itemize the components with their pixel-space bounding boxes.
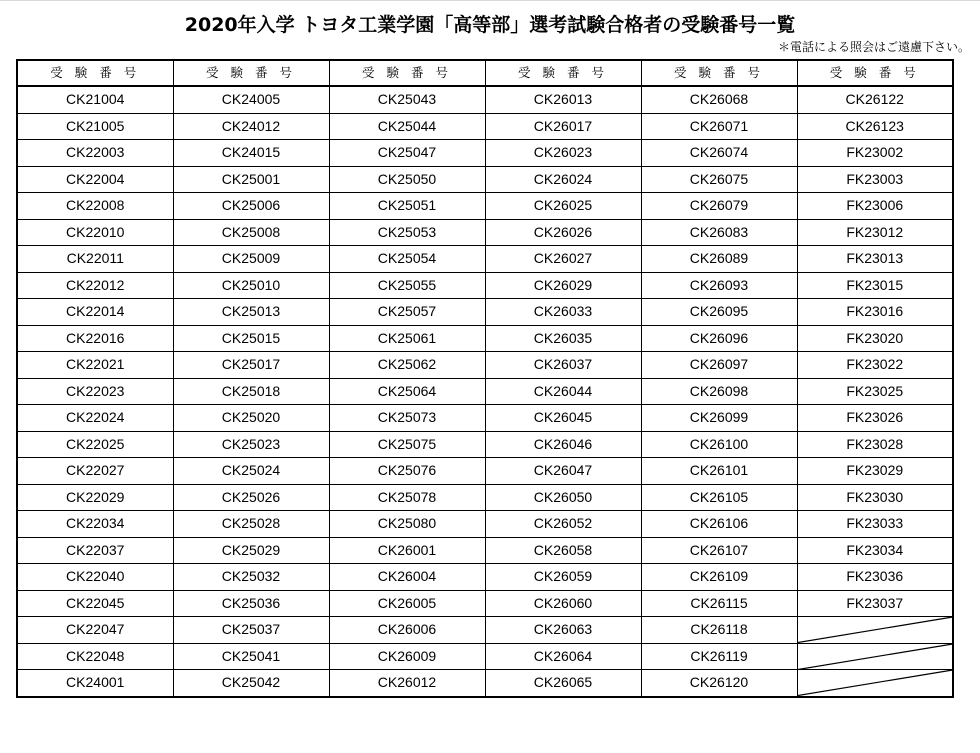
- exam-number-cell: CK26089: [641, 246, 797, 273]
- exam-number-cell: FK23020: [797, 325, 953, 352]
- column-header: 受 験 番 号: [17, 60, 173, 86]
- empty-cell-slash: [797, 643, 953, 670]
- column-header: 受 験 番 号: [797, 60, 953, 86]
- exam-number-cell: CK25061: [329, 325, 485, 352]
- exam-number-cell: CK25078: [329, 484, 485, 511]
- exam-number-cell: CK26025: [485, 193, 641, 220]
- table-row: [17, 405, 953, 432]
- exam-number-cell: CK25024: [173, 458, 329, 485]
- exam-number-cell: CK21005: [17, 113, 173, 140]
- exam-number-cell: CK25055: [329, 272, 485, 299]
- table-row: [17, 166, 953, 193]
- exam-number-cell: CK25029: [173, 537, 329, 564]
- exam-number-cell: FK23012: [797, 219, 953, 246]
- exam-number-cell: CK25047: [329, 140, 485, 167]
- empty-cell-slash: [797, 670, 953, 697]
- exam-number-cell: CK25006: [173, 193, 329, 220]
- exam-number-cell: CK25050: [329, 166, 485, 193]
- exam-number-cell: CK26035: [485, 325, 641, 352]
- exam-number-cell: CK26027: [485, 246, 641, 273]
- exam-number-cell: FK23036: [797, 564, 953, 591]
- table-row: [17, 299, 953, 326]
- exam-number-cell: CK25053: [329, 219, 485, 246]
- exam-number-cell: CK25076: [329, 458, 485, 485]
- exam-number-cell: CK26071: [641, 113, 797, 140]
- table-row: [17, 617, 953, 644]
- table-row: [17, 86, 953, 113]
- exam-number-cell: CK26093: [641, 272, 797, 299]
- exam-number-cell: FK23037: [797, 590, 953, 617]
- exam-number-cell: CK25044: [329, 113, 485, 140]
- exam-number-cell: CK26052: [485, 511, 641, 538]
- exam-number-cell: FK23033: [797, 511, 953, 538]
- exam-number-cell: CK26083: [641, 219, 797, 246]
- table-row: [17, 537, 953, 564]
- exam-number-cell: CK26101: [641, 458, 797, 485]
- table-row: [17, 378, 953, 405]
- exam-number-cell: FK23002: [797, 140, 953, 167]
- exam-number-cell: CK25020: [173, 405, 329, 432]
- exam-number-cell: FK23029: [797, 458, 953, 485]
- top-border-line: [0, 0, 980, 1]
- exam-number-cell: CK24001: [17, 670, 173, 697]
- table-row: [17, 564, 953, 591]
- exam-number-cell: CK26122: [797, 86, 953, 113]
- exam-number-cell: CK22027: [17, 458, 173, 485]
- exam-number-cell: CK22024: [17, 405, 173, 432]
- exam-number-cell: FK23022: [797, 352, 953, 379]
- exam-number-cell: CK26006: [329, 617, 485, 644]
- exam-number-cell: CK25001: [173, 166, 329, 193]
- exam-number-cell: CK26079: [641, 193, 797, 220]
- exam-number-cell: CK26106: [641, 511, 797, 538]
- exam-number-cell: CK26037: [485, 352, 641, 379]
- table-row: [17, 193, 953, 220]
- table-row: [17, 272, 953, 299]
- exam-number-cell: CK26118: [641, 617, 797, 644]
- exam-number-cell: CK25054: [329, 246, 485, 273]
- exam-number-cell: CK26119: [641, 643, 797, 670]
- exam-number-cell: FK23006: [797, 193, 953, 220]
- exam-number-cell: CK26024: [485, 166, 641, 193]
- exam-number-cell: FK23015: [797, 272, 953, 299]
- exam-number-cell: CK25023: [173, 431, 329, 458]
- exam-number-cell: CK26058: [485, 537, 641, 564]
- column-header: 受 験 番 号: [641, 60, 797, 86]
- exam-number-cell: CK25051: [329, 193, 485, 220]
- exam-number-cell: CK26107: [641, 537, 797, 564]
- exam-number-cell: CK22034: [17, 511, 173, 538]
- exam-number-cell: CK25043: [329, 86, 485, 113]
- exam-number-cell: CK25026: [173, 484, 329, 511]
- exam-number-cell: CK25008: [173, 219, 329, 246]
- diagonal-line: [798, 644, 953, 670]
- exam-number-cell: CK24005: [173, 86, 329, 113]
- exam-number-cell: CK22047: [17, 617, 173, 644]
- exam-number-cell: CK26065: [485, 670, 641, 697]
- exam-number-cell: CK26096: [641, 325, 797, 352]
- exam-number-cell: CK25057: [329, 299, 485, 326]
- table-row: [17, 219, 953, 246]
- exam-number-cell: CK26075: [641, 166, 797, 193]
- empty-cell-slash: [797, 617, 953, 644]
- exam-number-cell: CK26013: [485, 86, 641, 113]
- exam-number-cell: CK22003: [17, 140, 173, 167]
- exam-number-cell: CK26100: [641, 431, 797, 458]
- exam-number-cell: CK26004: [329, 564, 485, 591]
- exam-number-cell: CK22037: [17, 537, 173, 564]
- exam-number-cell: CK26064: [485, 643, 641, 670]
- exam-number-cell: CK25015: [173, 325, 329, 352]
- exam-number-cell: CK25041: [173, 643, 329, 670]
- table-row: [17, 590, 953, 617]
- exam-number-cell: CK22010: [17, 219, 173, 246]
- exam-number-cell: CK25073: [329, 405, 485, 432]
- exam-number-cell: CK26099: [641, 405, 797, 432]
- table-row: [17, 140, 953, 167]
- exam-number-cell: CK26098: [641, 378, 797, 405]
- exam-number-cell: CK21004: [17, 86, 173, 113]
- table-row: [17, 352, 953, 379]
- exam-number-cell: CK25009: [173, 246, 329, 273]
- exam-number-cell: CK25018: [173, 378, 329, 405]
- exam-number-cell: FK23034: [797, 537, 953, 564]
- exam-number-cell: CK22040: [17, 564, 173, 591]
- exam-number-cell: CK25075: [329, 431, 485, 458]
- exam-number-cell: CK26050: [485, 484, 641, 511]
- table-row: [17, 484, 953, 511]
- table-row: [17, 670, 953, 697]
- exam-number-cell: CK26097: [641, 352, 797, 379]
- table-row: [17, 431, 953, 458]
- exam-number-cell: CK26026: [485, 219, 641, 246]
- column-header: 受 験 番 号: [485, 60, 641, 86]
- exam-number-cell: CK26047: [485, 458, 641, 485]
- exam-number-cell: CK22016: [17, 325, 173, 352]
- exam-number-cell: CK26029: [485, 272, 641, 299]
- exam-number-cell: CK25064: [329, 378, 485, 405]
- exam-number-cell: CK26023: [485, 140, 641, 167]
- exam-number-cell: CK26009: [329, 643, 485, 670]
- table-body: [17, 86, 953, 697]
- exam-number-cell: CK26123: [797, 113, 953, 140]
- exam-number-cell: FK23026: [797, 405, 953, 432]
- exam-number-cell: CK22023: [17, 378, 173, 405]
- exam-number-cell: CK26044: [485, 378, 641, 405]
- exam-number-cell: CK26109: [641, 564, 797, 591]
- exam-number-cell: CK22012: [17, 272, 173, 299]
- exam-number-cell: FK23013: [797, 246, 953, 273]
- exam-number-cell: CK26017: [485, 113, 641, 140]
- table-header-row: [17, 60, 953, 86]
- exam-number-cell: CK25013: [173, 299, 329, 326]
- exam-number-cell: FK23025: [797, 378, 953, 405]
- exam-number-cell: CK24015: [173, 140, 329, 167]
- exam-number-cell: CK25036: [173, 590, 329, 617]
- table-row: [17, 511, 953, 538]
- phone-inquiry-note: ＊電話による照会はご遠慮下さい。: [777, 40, 970, 54]
- exam-number-cell: CK25017: [173, 352, 329, 379]
- exam-number-cell: CK22008: [17, 193, 173, 220]
- diagonal-line: [798, 617, 953, 643]
- column-header: 受 験 番 号: [173, 60, 329, 86]
- page-title: 2020年入学 トヨタ工業学園「高等部」選考試験合格者の受験番号一覧: [184, 14, 796, 36]
- exam-number-cell: CK26074: [641, 140, 797, 167]
- exam-number-table: [16, 59, 954, 698]
- exam-number-cell: CK22045: [17, 590, 173, 617]
- exam-number-cell: CK26095: [641, 299, 797, 326]
- exam-number-cell: CK26115: [641, 590, 797, 617]
- exam-number-cell: CK26059: [485, 564, 641, 591]
- exam-number-cell: CK26001: [329, 537, 485, 564]
- exam-number-cell: CK26068: [641, 86, 797, 113]
- exam-number-cell: CK26105: [641, 484, 797, 511]
- diagonal-line: [798, 670, 953, 696]
- exam-number-cell: CK26033: [485, 299, 641, 326]
- exam-number-cell: FK23028: [797, 431, 953, 458]
- exam-number-cell: CK26046: [485, 431, 641, 458]
- table-row: [17, 643, 953, 670]
- exam-number-cell: CK25062: [329, 352, 485, 379]
- exam-number-cell: CK22048: [17, 643, 173, 670]
- exam-number-cell: CK26012: [329, 670, 485, 697]
- exam-number-cell: CK22011: [17, 246, 173, 273]
- exam-number-cell: CK26063: [485, 617, 641, 644]
- exam-number-cell: CK26120: [641, 670, 797, 697]
- exam-number-cell: FK23016: [797, 299, 953, 326]
- exam-number-cell: CK22021: [17, 352, 173, 379]
- exam-number-cell: CK26005: [329, 590, 485, 617]
- exam-number-cell: CK24012: [173, 113, 329, 140]
- exam-number-cell: CK25042: [173, 670, 329, 697]
- exam-number-cell: CK25028: [173, 511, 329, 538]
- exam-number-cell: CK25010: [173, 272, 329, 299]
- table-row: [17, 325, 953, 352]
- exam-number-cell: CK26060: [485, 590, 641, 617]
- exam-number-cell: CK22025: [17, 431, 173, 458]
- table-row: [17, 246, 953, 273]
- exam-number-cell: FK23003: [797, 166, 953, 193]
- table-row: [17, 113, 953, 140]
- exam-number-cell: CK26045: [485, 405, 641, 432]
- column-header: 受 験 番 号: [329, 60, 485, 86]
- exam-number-cell: CK25080: [329, 511, 485, 538]
- exam-number-cell: CK25037: [173, 617, 329, 644]
- exam-number-cell: CK22029: [17, 484, 173, 511]
- exam-number-cell: FK23030: [797, 484, 953, 511]
- exam-number-cell: CK25032: [173, 564, 329, 591]
- table-row: [17, 458, 953, 485]
- exam-number-cell: CK22014: [17, 299, 173, 326]
- exam-number-cell: CK22004: [17, 166, 173, 193]
